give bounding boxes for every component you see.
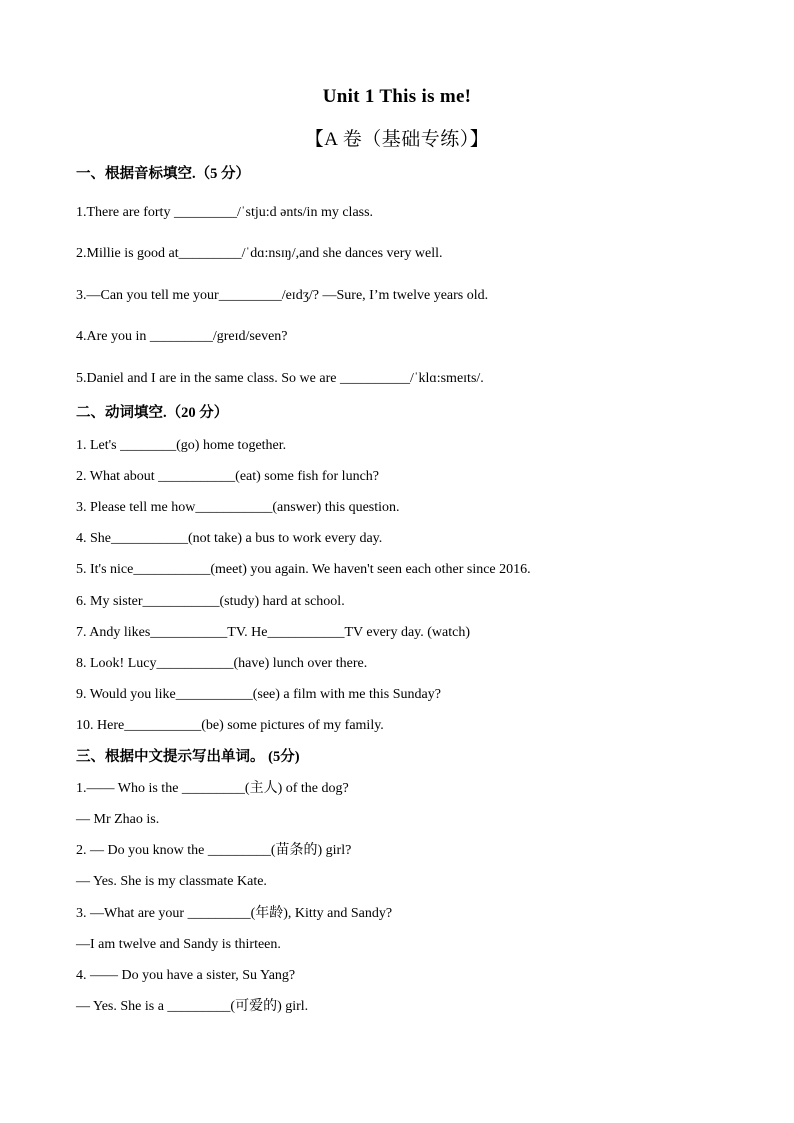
section1-item-1: 1.There are forty _________/ˈstju:d ənts/in my class. [76, 205, 374, 220]
section2-item-6: 6. My sister___________(study) hard at school. [76, 594, 345, 609]
section3-item-2-answer: — Yes. She is my classmate Kate. [76, 874, 267, 889]
section2-item-4: 4. She___________(not take) a bus to work every day. [76, 531, 383, 546]
section2-item-9: 9. Would you like___________(see) a film with me this Sunday? [76, 687, 441, 702]
section2-item-1: 1. Let's ________(go) home together. [76, 438, 287, 453]
section3-heading: 三、根据中文提示写出单词。 (5分) [76, 749, 300, 765]
section3-item-1-answer: — Mr Zhao is. [76, 812, 160, 827]
section3-item-3-answer: —I am twelve and Sandy is thirteen. [76, 937, 281, 952]
section2-item-8: 8. Look! Lucy___________(have) lunch over there. [76, 656, 368, 671]
page-title: Unit 1 This is me! [322, 86, 472, 107]
section2-heading: 二、动词填空.（20 分） [76, 405, 229, 421]
section2-item-5: 5. It's nice___________(meet) you again. We haven't seen each other since 2016. [76, 562, 531, 577]
section3-item-3: 3. —What are your _________(年龄), Kitty and Sandy? [76, 906, 393, 921]
page-subtitle: 【A 卷（基础专练）】 [304, 129, 490, 150]
section1-heading: 一、根据音标填空.（5 分） [76, 166, 250, 182]
section3-item-2: 2. — Do you know the _________(苗条的) girl? [76, 843, 352, 858]
section1-item-4: 4.Are you in _________/greɪd/seven? [76, 329, 288, 344]
section1-item-5: 5.Daniel and I are in the same class. So we are __________/ˈklɑ:smeɪts/. [76, 371, 484, 386]
section3-item-4-answer: — Yes. She is a _________(可爱的) girl. [76, 999, 309, 1014]
section3-item-4: 4. —— Do you have a sister, Su Yang? [76, 968, 296, 983]
section2-item-3: 3. Please tell me how___________(answer) this question. [76, 500, 400, 515]
section2-item-2: 2. What about ___________(eat) some fish for lunch? [76, 469, 380, 484]
section1-item-3: 3.—Can you tell me your_________/eɪdʒ/? —Sure, I’m twelve years old. [76, 288, 489, 303]
section2-item-7: 7. Andy likes___________TV. He___________TV every day. (watch) [76, 625, 471, 640]
section3-item-1: 1.—— Who is the _________(主人) of the dog? [76, 781, 349, 796]
section1-item-2: 2.Millie is good at_________/ˈdɑ:nsɪŋ/,and she dances very well. [76, 246, 443, 261]
section2-item-10: 10. Here___________(be) some pictures of my family. [76, 718, 384, 733]
